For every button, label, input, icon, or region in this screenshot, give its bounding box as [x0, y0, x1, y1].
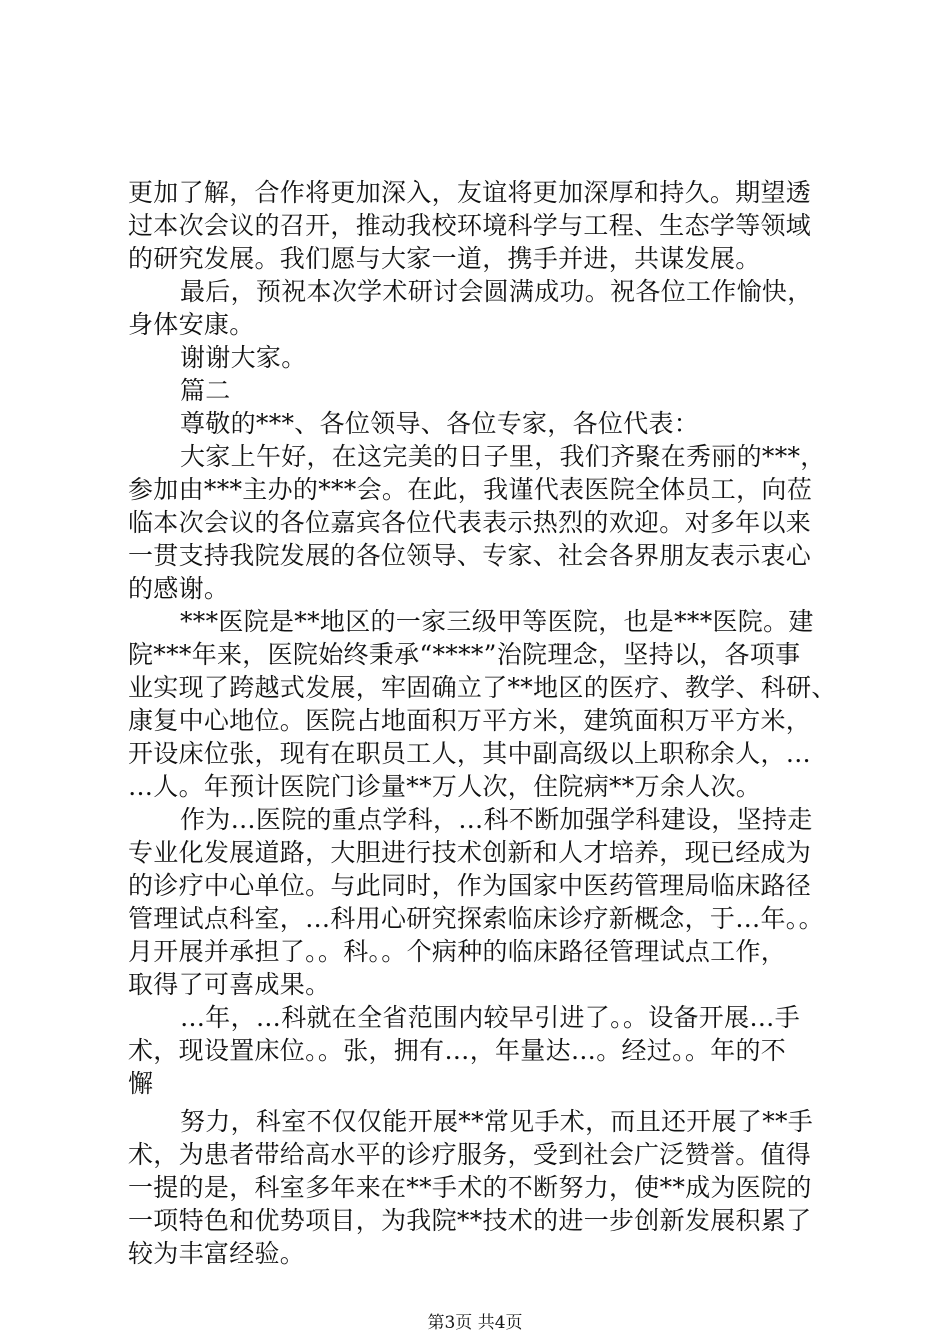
text-line: 参加由***主办的***会。在此，我谨代表医院全体员工，向莅 — [128, 475, 813, 504]
text-line: 的研究发展。我们愿与大家一道，携手并进，共谋发展。 — [128, 244, 761, 273]
text-line: …年，…科就在全省范围内较早引进了。。设备开展…手 — [180, 1003, 801, 1032]
text-line: 院***年来，医院始终秉承“****”治院理念，坚持以，各项事 — [128, 640, 801, 669]
text-line: 最后，预祝本次学术研讨会圆满成功。祝各位工作愉快， — [180, 277, 813, 306]
text-line: 专业化发展道路，大胆进行技术创新和人才培养，现已经成为 — [128, 838, 812, 867]
text-line: 的诊疗中心单位。与此同时，作为国家中医药管理局临床路径 — [128, 871, 812, 900]
text-line: 大家上午好，在这完美的日子里，我们齐聚在秀丽的***， — [180, 442, 826, 471]
text-line: 术，为患者带给高水平的诊疗服务，受到社会广泛赞誉。值得 — [128, 1140, 812, 1169]
text-line: 懈 — [128, 1069, 154, 1098]
text-line: 临本次会议的各位嘉宾各位代表表示热烈的欢迎。对多年以来 — [128, 508, 812, 537]
text-line: 管理试点科室，…科用心研究探索临床诊疗新概念，于…年。。 — [128, 904, 824, 933]
text-line: 一项特色和优势项目，为我院**技术的进一步创新发展积累了 — [128, 1206, 812, 1235]
text-line: ***医院是**地区的一家三级甲等医院，也是***医院。建 — [180, 607, 814, 636]
text-line: 业实现了跨越式发展，牢固确立了**地区的医疗、教学、科研、 — [128, 673, 837, 702]
text-line: 开设床位张，现有在职员工人，其中副高级以上职称余人，… — [128, 739, 812, 768]
text-line: 较为丰富经验。 — [128, 1239, 306, 1268]
text-line: …人。年预计医院门诊量**万人次，住院病**万余人次。 — [128, 772, 762, 801]
text-line: 谢谢大家。 — [180, 343, 307, 372]
text-line: 月开展并承担了。。科。。个病种的临床路径管理试点工作， — [128, 937, 787, 966]
text-line: 取得了可喜成果。 — [128, 970, 331, 999]
text-line: 一提的是，科室多年来在**手术的不断努力，使**成为医院的 — [128, 1173, 812, 1202]
text-line: 尊敬的***、各位领导、各位专家，各位代表： — [180, 409, 700, 438]
text-line: 术，现设置床位。。张，拥有…，年量达…。经过。。年的不 — [128, 1036, 787, 1065]
page-number-footer: 第3页 共4页 — [427, 1313, 523, 1333]
text-line: 过本次会议的召开，推动我校环境科学与工程、生态学等领域 — [128, 211, 812, 240]
text-line: 更加了解，合作将更加深入，友谊将更加深厚和持久。期望透 — [128, 178, 812, 207]
text-line: 作为…医院的重点学科，…科不断加强学科建设，坚持走 — [180, 805, 813, 834]
text-line: 的感谢。 — [128, 574, 230, 603]
section-heading: 篇二 — [180, 376, 231, 405]
text-line: 康复中心地位。医院占地面积万平方米，建筑面积万平方米， — [128, 706, 812, 735]
text-line: 一贯支持我院发展的各位领导、专家、社会各界朋友表示衷心 — [128, 541, 812, 570]
text-line: 身体安康。 — [128, 310, 255, 339]
text-line: 努力，科室不仅仅能开展**常见手术，而且还开展了**手 — [180, 1107, 814, 1136]
